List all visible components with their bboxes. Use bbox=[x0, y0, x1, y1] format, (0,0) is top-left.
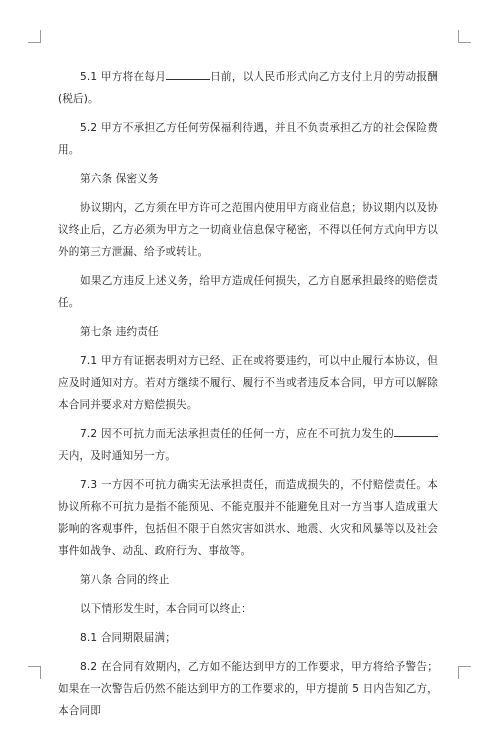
clause-5-1-text-end: 日前，以人民币形式向乙方支付上月的劳动报酬(税后)。 bbox=[58, 71, 438, 105]
clause-7-2 bbox=[58, 423, 438, 467]
article-6-heading: 第六条 保密义务 bbox=[80, 173, 159, 185]
clause-8-1: 8.1 合同期限届满； bbox=[80, 632, 177, 644]
article-7-heading: 第七条 违约责任 bbox=[80, 326, 159, 338]
clause-7-2-text-end: 天内，及时通知另一方。 bbox=[58, 450, 177, 462]
crop-mark-bottom-right bbox=[458, 666, 471, 679]
crop-mark-bottom-left bbox=[28, 666, 41, 679]
article-6-paragraph-2: 如果乙方违反上述义务，给甲方造成任何损失，乙方自愿承担最终的赔偿责任。 bbox=[58, 275, 438, 309]
clause-5-1 bbox=[58, 66, 438, 110]
crop-mark-top-right bbox=[458, 30, 471, 43]
payment-day-blank bbox=[166, 69, 210, 80]
crop-mark-top-left bbox=[28, 30, 41, 43]
clause-7-2-text-start: 7.2 因不可抗力而无法承担责任的任何一方，应在不可抗力发生的 bbox=[80, 428, 394, 440]
document-body bbox=[58, 66, 438, 729]
clause-5-2: 5.2 甲方不承担乙方任何劳保福利待遇，并且不负责承担乙方的社会保险费用。 bbox=[58, 122, 438, 156]
clause-5-1-text-start: 5.1 甲方将在每月 bbox=[80, 71, 167, 83]
clause-7-3: 7.3 一方因不可抗力确实无法承担责任，而造成损失的，不付赔偿责任。本协议所称不可抗力是指不能预见、不能克服并不能避免且对一方当事人造成重大影响的客观事件，包括但不限于自然灾害如洪水、地震、火灾和风暴等以及社会事件如战争、动乱、政府行为、事故等。 bbox=[58, 479, 438, 557]
article-8-intro: 以下情形发生时，本合同可以终止： bbox=[80, 603, 252, 615]
notice-days-blank bbox=[394, 426, 438, 437]
article-6-paragraph-1: 协议期内，乙方须在甲方许可之范围内使用甲方商业信息；协议期内以及协议终止后，乙方必须为甲方之一切商业信息保守秘密，不得以任何方式向甲方以外的第三方泄漏、给予或转让。 bbox=[58, 202, 438, 258]
article-8-heading: 第八条 合同的终止 bbox=[80, 574, 170, 586]
clause-8-2: 8.2 在合同有效期内，乙方如不能达到甲方的工作要求，甲方将给予警告；如果在一次警告后仍然不能达到甲方的工作要求的，甲方提前 5 日内告知乙方，本合同即 bbox=[58, 661, 438, 717]
clause-7-1: 7.1 甲方有证据表明对方已经、正在或将要违约，可以中止履行本协议，但应及时通知对方。若对方继续不履行、履行不当或者违反本合同，甲方可以解除本合同并要求对方赔偿损失。 bbox=[58, 355, 438, 411]
